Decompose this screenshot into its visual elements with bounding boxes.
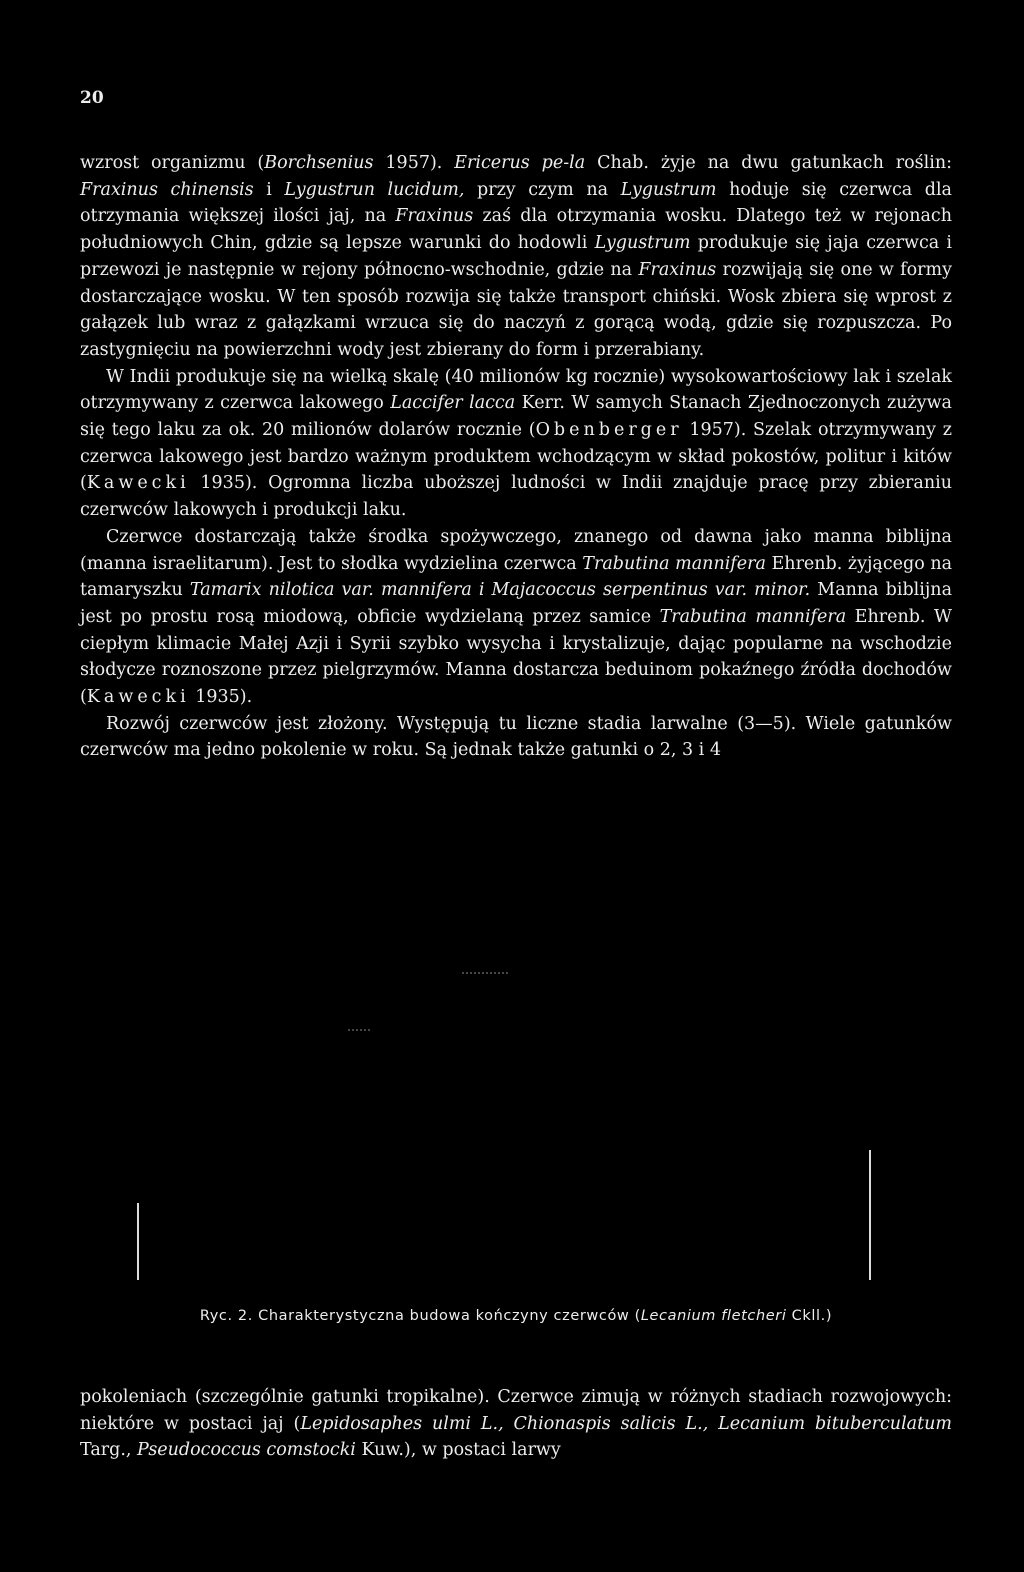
main-text bbox=[80, 150, 952, 764]
figure bbox=[80, 955, 952, 1324]
text-run: Czerwce dostarczają także środka spożywczego, znanego od dawna jako manna biblijna (manna israelitarum). Jest to słodka wydzielina czerwca bbox=[80, 526, 952, 574]
text-run: rozwijają się one w formy dostarczające wosku. W ten sposób rozwija się także transport chiński. Wosk zbiera się wprost z gałązek lub wraz z gałązkami wrzuca się do naczyń z gorącą wodą, gdzie się rozpuszcza. Po zastygnięciu na powierzchni wody jest zbierany do form i przerabiany. bbox=[80, 259, 952, 360]
author-name: Kawecki bbox=[86, 473, 190, 494]
figure-caption bbox=[80, 1305, 952, 1327]
text-run: Kuw.), w postaci larwy bbox=[355, 1440, 561, 1461]
text-run: Manna biblijna jest po prostu rosą miodową, obficie wydzielaną przez samice bbox=[80, 580, 953, 627]
author-name: Kawecki bbox=[86, 687, 190, 708]
text-run: i bbox=[253, 179, 285, 200]
italic-run: Tamarix nilotica var. mannifera i Majacoccus serpentinus var. minor. bbox=[189, 580, 811, 601]
paragraph bbox=[80, 150, 952, 364]
text-run: Ehrenb. żyjącego na tamaryszku bbox=[80, 553, 953, 601]
text-run: 1957). Szelak otrzymywany z czerwca lakowego jest bardzo ważnym produktem wchodzącym w skład pokostów, politur i kitów ( bbox=[80, 420, 952, 494]
continuation-text bbox=[80, 1384, 952, 1464]
italic-run: Fraxinus bbox=[638, 259, 717, 280]
page-number: 20 bbox=[80, 88, 104, 108]
paragraph bbox=[80, 524, 952, 711]
figure-graphic bbox=[80, 955, 952, 1295]
italic-run: Fraxinus bbox=[395, 206, 474, 227]
italic-run: Lygustrum bbox=[594, 233, 691, 254]
paragraph bbox=[80, 1384, 952, 1464]
text-run: 1935). Ogromna liczba uboższej ludności w Indii znajduje pracę przy zbieraniu czerwców lakowych i produkcji laku. bbox=[80, 473, 952, 521]
text-run: pokoleniach (szczególnie gatunki tropikalne). Czerwce zimują w różnych stadiach rozwojowych: niektóre w postaci jaj ( bbox=[80, 1387, 952, 1434]
italic-run: Lygustrum bbox=[620, 179, 717, 200]
italic-run: Pseudococcus comstocki bbox=[137, 1440, 356, 1461]
text-run: Targ., bbox=[80, 1440, 138, 1461]
text-run: Kerr. W samych Stanach Zjednoczonych zużywa się tego laku za ok. 20 milionów dolarów rocznie ( bbox=[80, 393, 952, 441]
italic-run: Fraxinus chinensis bbox=[80, 179, 254, 200]
author-name: Obenberger bbox=[535, 420, 683, 441]
text-run: zaś dla otrzymania wosku. Dlatego też w rejonach południowych Chin, gdzie są lepsze warunki do hodowli bbox=[80, 206, 952, 254]
text-run: wzrost organizmu ( bbox=[80, 153, 265, 173]
caption-prefix: Ryc. 2. Charakterystyczna budowa kończyny czerwców ( bbox=[199, 1308, 641, 1324]
italic-run: Trabutina mannifera bbox=[582, 553, 766, 574]
text-run: przy czym na bbox=[464, 179, 621, 200]
paragraph bbox=[80, 711, 952, 764]
text-run: Rozwój czerwców jest złożony. Występują tu liczne stadia larwalne (3—5). Wiele gatunków czerwców ma jedno pokolenie w roku. Są jednak także gatunki o 2, 3 i 4 bbox=[80, 713, 952, 761]
italic-run: Ericerus pe-la bbox=[454, 153, 586, 173]
italic-run: Laccifer lacca bbox=[390, 393, 516, 414]
italic-run: Lepidosaphes ulmi L., Chionaspis salicis L., Lecanium bituberculatum bbox=[300, 1413, 953, 1434]
text-run: W Indii produkuje się na wielką skalę (40 milionów kg rocznie) wysokowartościowy lak i szelak otrzymywany z czerwca lakowego bbox=[80, 366, 952, 414]
italic-run: Trabutina mannifera bbox=[659, 606, 847, 627]
text-run: 1957). bbox=[373, 153, 455, 173]
text-run: hoduje się czerwca dla otrzymania większej ilości jaj, na bbox=[80, 179, 952, 227]
caption-suffix: Ckll.) bbox=[786, 1308, 833, 1324]
text-run: produkuje się jaja czerwca i przewozi je następnie w rejony północno-wschodnie, gdzie na bbox=[80, 233, 952, 280]
text-run: Ehrenb. W ciepłym klimacie Małej Azji i Syrii szybko wysycha i krystalizuje, dając popularne na wschodzie słodycze roznoszone przez pielgrzymów. Manna dostarcza beduinom pokaźnego źródła dochodów ( bbox=[80, 606, 952, 708]
caption-species: Lecanium fletcheri bbox=[640, 1308, 787, 1324]
text-run: Chab. żyje na dwu gatunkach roślin: bbox=[585, 153, 953, 173]
italic-run: Borchsenius bbox=[264, 153, 374, 173]
paragraph bbox=[80, 364, 952, 524]
italic-run: Lygustrun lucidum, bbox=[284, 179, 465, 200]
text-run: 1935). bbox=[189, 687, 253, 708]
